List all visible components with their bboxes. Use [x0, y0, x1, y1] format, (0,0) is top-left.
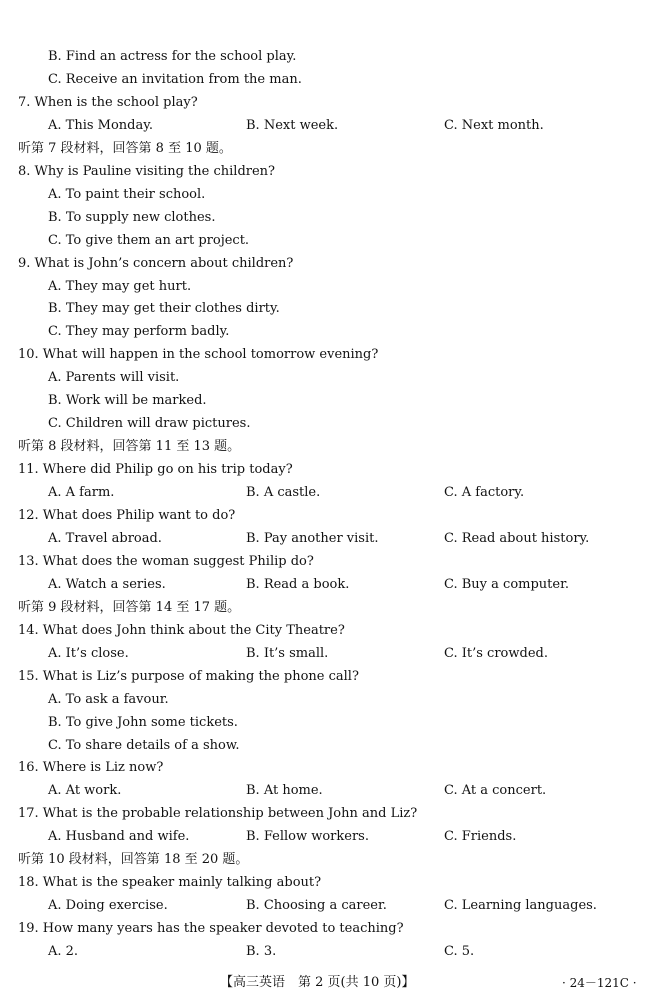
option-c: C. At a concert. [444, 783, 547, 798]
option-c: C. Buy a computer. [444, 577, 569, 592]
section-instruction: 听第 8 段材料，回答第 11 至 13 题。 [18, 439, 241, 454]
option-line: C. To share details of a show. [48, 738, 240, 753]
option-c: C. Next month. [444, 118, 544, 133]
paper-code: · 24－121C · [562, 976, 637, 990]
option-a: A. Watch a series. [48, 577, 166, 592]
question-text: 7. When is the school play? [18, 95, 198, 110]
section-instruction: 听第 10 段材料，回答第 18 至 20 题。 [18, 852, 249, 867]
option-line: B. To supply new clothes. [48, 210, 216, 225]
option-line: A. To ask a favour. [48, 692, 169, 707]
option-c: C. It’s crowded. [444, 646, 548, 661]
option-b: B. It’s small. [246, 646, 329, 661]
option-c: C. Read about history. [444, 531, 590, 546]
question-text: 8. Why is Pauline visiting the children? [18, 164, 276, 179]
option-b: B. Choosing a career. [246, 898, 387, 913]
question-text: 14. What does John think about the City Theatre? [18, 623, 345, 638]
option-b: B. Fellow workers. [246, 829, 369, 844]
option-line: B. Find an actress for the school play. [48, 49, 297, 64]
question-text: 13. What does the woman suggest Philip do? [18, 554, 314, 569]
option-b: B. At home. [246, 783, 323, 798]
option-b: B. Pay another visit. [246, 531, 379, 546]
option-line: A. To paint their school. [48, 187, 206, 202]
option-line: A. Parents will visit. [48, 370, 180, 385]
question-text: 16. Where is Liz now? [18, 760, 164, 775]
section-instruction: 听第 7 段材料，回答第 8 至 10 题。 [18, 141, 232, 156]
option-a: A. Doing exercise. [48, 898, 168, 913]
option-line: B. They may get their clothes dirty. [48, 301, 280, 316]
question-text: 19. How many years has the speaker devoted to teaching? [18, 921, 404, 936]
question-text: 18. What is the speaker mainly talking about? [18, 875, 322, 890]
option-line: C. They may perform badly. [48, 324, 230, 339]
option-a: A. It’s close. [48, 646, 129, 661]
option-a: A. Husband and wife. [48, 829, 190, 844]
option-line: B. To give John some tickets. [48, 715, 238, 730]
option-a: A. 2. [48, 944, 79, 959]
option-line: C. Children will draw pictures. [48, 416, 251, 431]
option-line: C. To give them an art project. [48, 233, 250, 248]
question-text: 9. What is John’s concern about children? [18, 256, 294, 271]
option-line: A. They may get hurt. [48, 279, 192, 294]
option-b: B. 3. [246, 944, 277, 959]
option-b: B. A castle. [246, 485, 321, 500]
option-a: A. Travel abroad. [48, 531, 162, 546]
option-c: C. A factory. [444, 485, 525, 500]
option-line: C. Receive an invitation from the man. [48, 72, 302, 87]
option-line: B. Work will be marked. [48, 393, 207, 408]
question-text: 15. What is Liz’s purpose of making the phone call? [18, 669, 359, 684]
option-a: A. A farm. [48, 485, 115, 500]
page-footer: 【高三英语 第 2 页(共 10 页)】 [220, 975, 415, 990]
option-c: C. Learning languages. [444, 898, 597, 913]
option-c: C. Friends. [444, 829, 517, 844]
question-text: 10. What will happen in the school tomorrow evening? [18, 347, 379, 362]
option-b: B. Read a book. [246, 577, 350, 592]
question-text: 11. Where did Philip go on his trip today? [18, 462, 293, 477]
option-b: B. Next week. [246, 118, 339, 133]
question-text: 17. What is the probable relationship between John and Liz? [18, 806, 418, 821]
section-instruction: 听第 9 段材料，回答第 14 至 17 题。 [18, 600, 241, 615]
option-a: A. This Monday. [48, 118, 153, 133]
option-c: C. 5. [444, 944, 475, 959]
question-text: 12. What does Philip want to do? [18, 508, 236, 523]
option-a: A. At work. [48, 783, 122, 798]
